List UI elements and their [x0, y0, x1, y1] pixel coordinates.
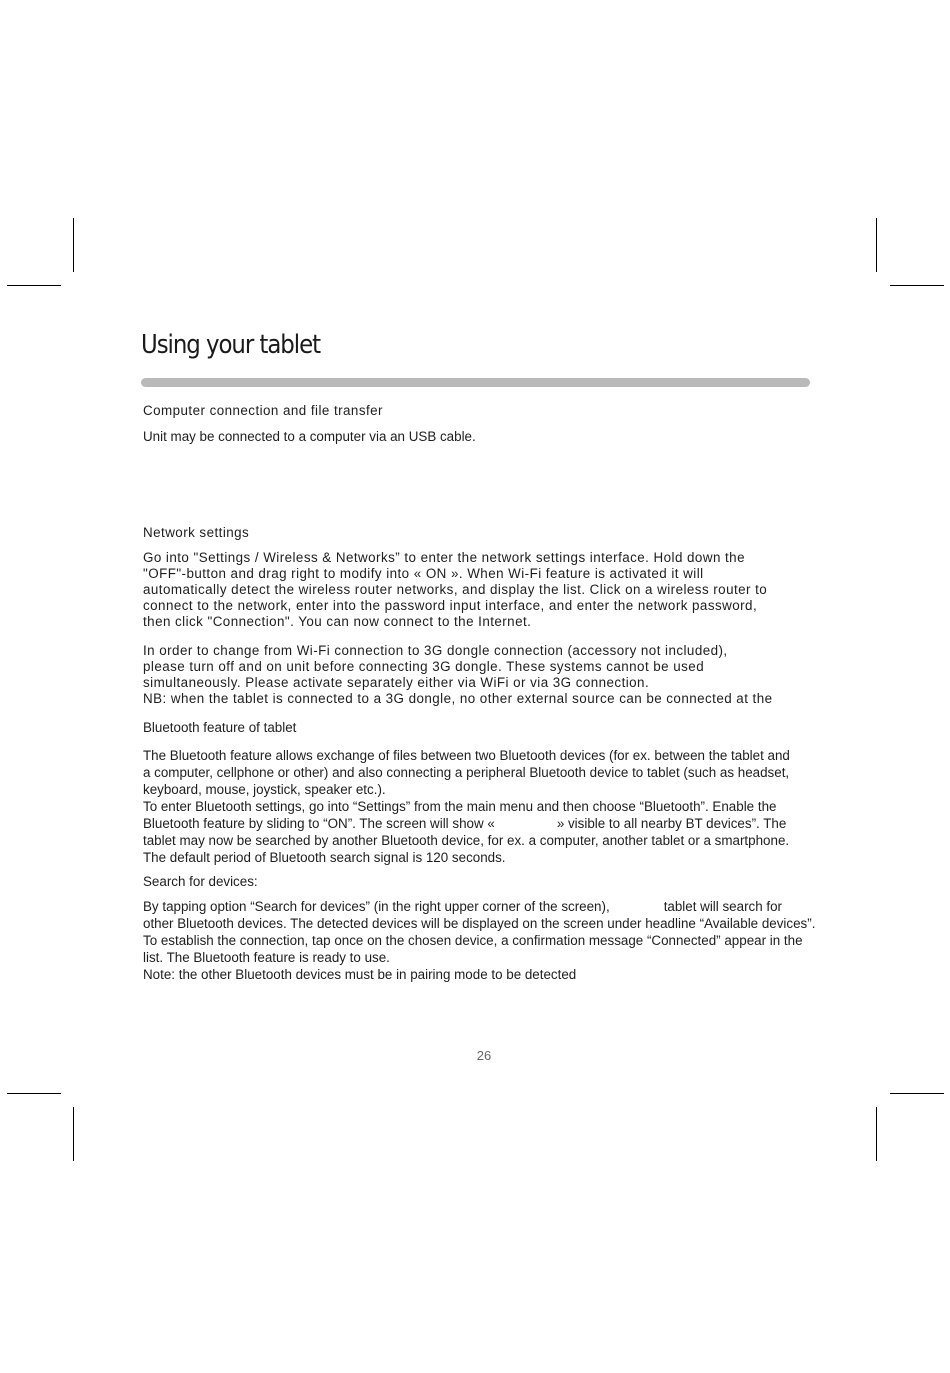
bluetooth-paragraph	[143, 747, 790, 866]
crop-mark	[890, 285, 944, 286]
crop-mark	[876, 218, 877, 272]
bluetooth-line-5	[143, 815, 790, 832]
bluetooth-line-5-start: Bluetooth feature by sliding to “ON”. The screen will show «	[143, 816, 495, 831]
crop-mark	[890, 1093, 944, 1094]
search-lines-rest: other Bluetooth devices. The detected devices will be displayed on the screen under headline “Available devices”. To establish the connection, tap once on the chosen device, a confirmation message “Connected” appear in the list. The Bluetooth feature is ready to use. Note: the other Bluetooth devices must be in pairing mode to be detected	[143, 916, 816, 982]
search-heading: Search for devices:	[143, 874, 258, 889]
bluetooth-lines-1-4: The Bluetooth feature allows exchange of files between two Bluetooth devices (for ex. between the tablet and a computer, cellphone or other) and also connecting a peripheral Bluetooth device to tablet (such as headset, keyboard, mouse, joystick, speaker etc.). To enter Bluetooth settings, go into “Settings” from the main menu and then choose “Bluetooth”. Enable the	[143, 748, 790, 814]
search-paragraph	[143, 898, 815, 983]
network-heading: Network settings	[143, 525, 250, 540]
search-line-1-start: By tapping option “Search for devices” (in the right upper corner of the screen),	[143, 899, 610, 914]
page-number: 26	[476, 1048, 492, 1063]
bluetooth-lines-6-7: tablet may now be searched by another Bluetooth device, for ex. a computer, another tablet or a smartphone. The default period of Bluetooth search signal is 120 seconds.	[143, 833, 790, 865]
usb-body: Unit may be connected to a computer via an USB cable.	[143, 429, 476, 444]
network-paragraph-2: In order to change from Wi-Fi connection to 3G dongle connection (accessory not included), please turn off and on unit before connecting 3G dongle. These systems cannot be used simultaneously. Please activate separately either via WiFi or via 3G connection. NB: when the tablet is connected to a 3G dongle, no other external source can be connected at the	[143, 643, 773, 706]
usb-heading: Computer connection and file transfer	[143, 403, 383, 418]
crop-mark	[73, 1107, 74, 1161]
crop-mark	[876, 1107, 877, 1161]
search-line-1	[143, 898, 815, 915]
crop-mark	[73, 218, 74, 272]
network-paragraph-1: Go into "Settings / Wireless & Networks” to enter the network settings interface. Hold down the "OFF"-button and drag right to modify into « ON ». When Wi-Fi feature is activated it will automatically detect the wireless router networks, and display the list. Click on a wireless router to connect to the network, enter into the password input interface, and enter the network password, then click "Connection". You can now connect to the Internet.	[143, 550, 768, 629]
bluetooth-line-5-end: » visible to all nearby BT devices”. The	[556, 816, 787, 831]
bluetooth-heading: Bluetooth feature of tablet	[143, 720, 297, 735]
page-title: Using your tablet	[141, 330, 321, 360]
title-divider	[141, 378, 810, 387]
crop-mark	[7, 285, 61, 286]
crop-mark	[7, 1093, 61, 1094]
search-line-1-end: tablet will search for	[663, 899, 783, 914]
